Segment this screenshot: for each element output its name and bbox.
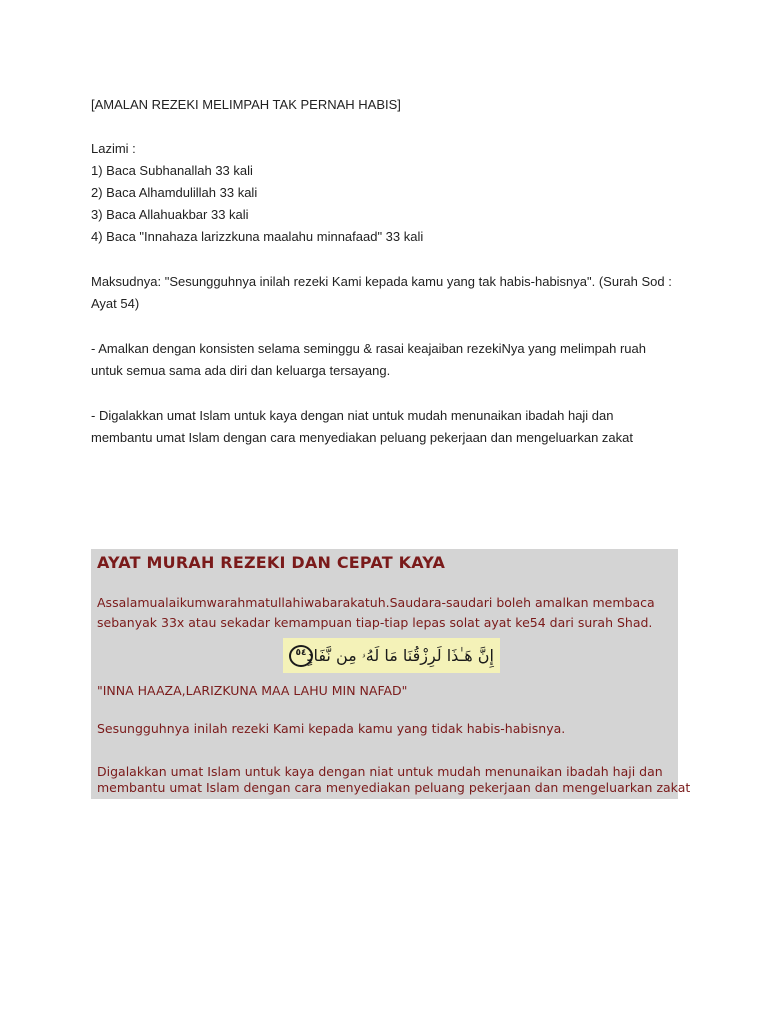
amalkan-line: - Amalkan dengan konsisten selama seminggu & rasai keajaiban rezekiNya yang melimpah ruah	[91, 341, 646, 356]
lazimi-item: 3) Baca Allahuakbar 33 kali	[91, 207, 249, 222]
amalkan-paragraph	[91, 338, 691, 382]
lazimi-item: 4) Baca "Innahaza larizzkuna maalahu minnafaad" 33 kali	[91, 229, 424, 244]
lazimi-item: 2) Baca Alhamdulillah 33 kali	[91, 185, 258, 200]
document-title	[91, 94, 691, 116]
lazimi-item: 1) Baca Subhanallah 33 kali	[91, 163, 253, 178]
digalakkan-line: membantu umat Islam dengan cara menyediakan peluang pekerjaan dan mengeluarkan zakat	[91, 430, 634, 445]
card-meaning: Sesungguhnya inilah rezeki Kami kepada kamu yang tidak habis-habisnya.	[97, 721, 566, 736]
title-text: [AMALAN REZEKI MELIMPAH TAK PERNAH HABIS]	[91, 97, 401, 112]
card-transliteration: "INNA HAAZA,LARIZKUNA MAA LAHU MIN NAFAD"	[97, 683, 408, 698]
lazimi-heading: Lazimi :	[91, 141, 136, 156]
digalakkan-paragraph	[91, 405, 701, 449]
card-greeting-line: sebanyak 33x atau sekadar kemampuan tiap-tiap lepas solat ayat ke54 dari surah Shad.	[97, 615, 653, 630]
maksudnya-paragraph	[91, 271, 691, 315]
embedded-image-card	[91, 549, 691, 799]
card-closing-line: Digalakkan umat Islam untuk kaya dengan niat untuk mudah menunaikan ibadah haji dan	[97, 764, 663, 779]
ayah-number: ٥٤	[295, 648, 307, 658]
maksudnya-line: Maksudnya: "Sesungguhnya inilah rezeki Kami kepada kamu yang tak habis-habisnya". (Surah Sod :	[91, 274, 672, 289]
card-closing-line: membantu umat Islam dengan cara menyediakan peluang pekerjaan dan mengeluarkan zakat	[97, 780, 691, 795]
lazimi-section	[91, 138, 691, 248]
maksudnya-line: Ayat 54)	[91, 296, 140, 311]
card-title: AYAT MURAH REZEKI DAN CEPAT KAYA	[97, 553, 446, 572]
card-greeting-line: Assalamualaikumwarahmatullahiwabarakatuh.Saudara-saudari boleh amalkan membaca	[97, 595, 655, 610]
amalkan-line: untuk semua sama ada diri dan keluarga tersayang.	[91, 363, 391, 378]
digalakkan-line: - Digalakkan umat Islam untuk kaya dengan niat untuk mudah menunaikan ibadah haji dan	[91, 408, 614, 423]
arabic-verse: إِنَّ هَـٰذَا لَرِزْقُنَا مَا لَهُۥ مِن نَّفَادٍ	[306, 645, 494, 665]
arabic-verse-box	[283, 638, 500, 673]
ayah-number-icon	[289, 645, 311, 665]
